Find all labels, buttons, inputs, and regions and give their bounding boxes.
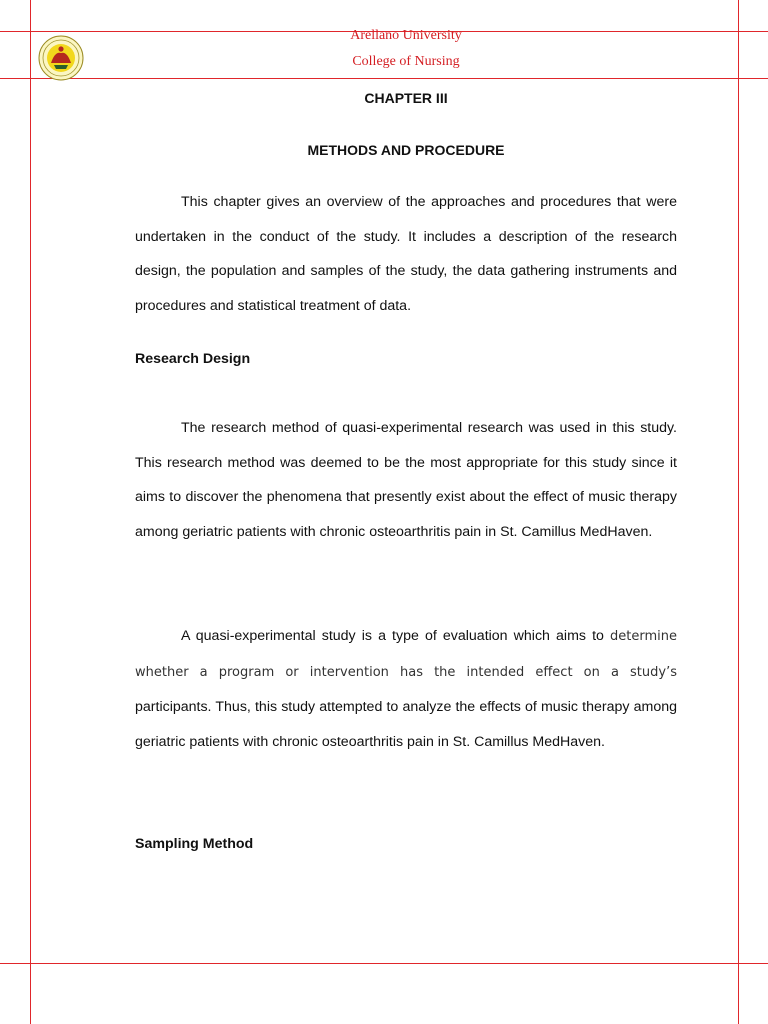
research-design-paragraph-2 xyxy=(135,619,677,759)
paragraph-text: A quasi-experimental study is a type of evaluation which aims to xyxy=(181,628,604,644)
paragraph-text-alt-font: determine whether a program or intervention has the intended effect on a study’s xyxy=(135,629,677,680)
research-design-paragraph-1: The research method of quasi-experimental research was used in this study. This research method was deemed to be the most appropriate for this study since it aims to discover the phenomena that presently exist about the effect of music therapy among geriatric patients with chronic osteoarthritis pain in St. Camillus MedHaven. xyxy=(135,420,677,540)
chapter-title: CHAPTER III xyxy=(364,90,448,106)
college-name: College of Nursing xyxy=(352,54,460,69)
paragraph-text: participants. Thus, this study attempted to analyze the effects of music therapy among geriatric patients with chronic osteoarthritis pain in St. Camillus MedHaven. xyxy=(135,699,677,750)
section-heading-research-design: Research Design xyxy=(135,351,251,367)
intro-paragraph: This chapter gives an overview of the approaches and procedures that were undertaken in the conduct of the study. It includes a description of the research design, the population and samples of the study, the data gathering instruments and procedures and statistical treatment of data. xyxy=(135,194,677,314)
section-heading-sampling-method: Sampling Method xyxy=(135,836,254,852)
institution-name: Arellano University xyxy=(350,28,462,43)
margin-rule-bottom xyxy=(0,963,768,964)
margin-rule-header xyxy=(0,78,768,79)
document-title: METHODS AND PROCEDURE xyxy=(307,142,505,158)
